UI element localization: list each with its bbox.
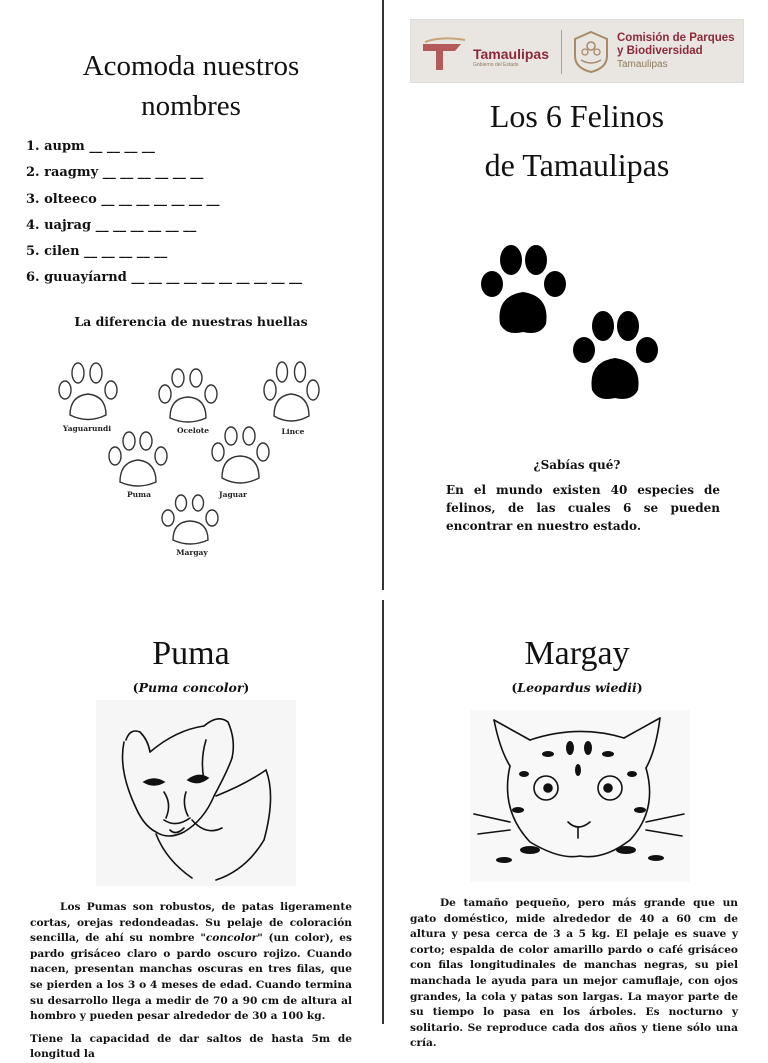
cover-title-line2: de Tamaulipas [484, 147, 670, 183]
activity-panel [0, 0, 382, 590]
margay-description [410, 896, 738, 1052]
scramble-item: 5. cilen __ __ __ __ __ [26, 244, 168, 260]
paw-print-icon-margay [160, 494, 222, 548]
puma-description [30, 900, 352, 1063]
puma-text-em: "concolor" [200, 932, 263, 945]
prints-title: La diferencia de nuestras huellas [74, 314, 308, 329]
scramble-item: 6. guuayíarnd __ __ __ __ __ __ __ __ __ __ [26, 270, 303, 286]
paw-label: Puma [127, 490, 151, 499]
puma-head-sketch [96, 700, 296, 886]
paren-close: ) [243, 680, 250, 695]
commission-subtitle: Tamaulipas [617, 59, 668, 70]
logo-separator [561, 30, 562, 74]
biodiversity-seal-icon [571, 30, 611, 74]
puma-paragraph-2: Tiene la capacidad de dar saltos de hasta 5m de longitud la [30, 1032, 352, 1061]
commission-line1: Comisión de Parques [617, 32, 735, 44]
paw-label: Margay [176, 548, 208, 557]
scientific-name [386, 680, 768, 695]
paren-close: ) [636, 680, 643, 695]
paw-print-icon-lince [262, 360, 322, 426]
logo-banner [410, 19, 744, 83]
margay-paragraph-1: De tamaño pequeño, pero más grande que un gato doméstico, mide alrededor de 40 a 60 cm de altura y pesa cerca de 3 a 5 kg. El pelaje es suave y corto; espalda de color amarillo pardo o café grisáceo con filas longitudinales de manchas negras, su piel manchada le ayuda para un mejor camuflaje, con ojos grandes, la cola y patas son largas. La mayor parte de su tiempo lo pasa en los árboles. Es nocturno y solitario. Se reproduce cada dos años y tiene sólo una cría. [410, 897, 738, 1050]
scramble-item: 3. olteeco __ __ __ __ __ __ __ [26, 191, 220, 207]
paw-print-icon-jaguar [210, 424, 272, 488]
paw-print-icon-yaguarundi [56, 360, 122, 424]
tamaulipas-wordmark: Tamaulipas [473, 46, 549, 62]
commission-line2: y Biodiversidad [617, 45, 703, 57]
margay-head-sketch [470, 710, 690, 882]
vertical-divider-top [382, 0, 384, 590]
commission-name [617, 32, 735, 58]
cover-title-line1: Los 6 Felinos [489, 98, 665, 134]
paw-label: Jaguar [219, 490, 247, 499]
paw-print-icon [480, 244, 566, 336]
tamaulipas-subtitle: Gobierno del Estado [473, 62, 519, 68]
puma-panel [0, 600, 382, 1061]
paren-open: ( [511, 680, 518, 695]
paw-print-icon-ocelote [156, 366, 222, 426]
scramble-item: 1. aupm __ __ __ __ [26, 139, 155, 154]
animal-name: Puma [152, 635, 230, 672]
tamaulipas-logo-icon [421, 34, 471, 74]
paw-print-icon-puma [106, 430, 172, 490]
did-you-know-heading: ¿Sabías qué? [533, 458, 621, 472]
paw-label: Yaguarundi [62, 424, 112, 433]
margay-panel [386, 600, 768, 1050]
activity-title-line2: nombres [141, 90, 241, 122]
activity-title-line1: Acomoda nuestros [82, 50, 300, 82]
paw-label: Ocelote [177, 426, 209, 435]
puma-text-a: Los Pumas son robustos, de patas ligeramente cortas, orejas redondeadas. Su pelaje de coloración sencilla, de ahí su nombre [30, 901, 352, 945]
paw-label: Lince [281, 427, 305, 436]
scramble-item: 4. uajrag __ __ __ __ __ __ [26, 217, 197, 233]
cover-panel [386, 0, 768, 598]
paren-open: ( [132, 680, 139, 695]
scientific-name [0, 680, 382, 695]
scientific-name-text: Leopardus wiedii [517, 680, 637, 695]
paw-print-icon [572, 310, 658, 402]
scientific-name-text: Puma concolor [138, 680, 244, 695]
scramble-list [26, 134, 302, 292]
animal-name: Margay [524, 635, 630, 672]
puma-paragraph-1 [30, 900, 352, 1025]
scramble-item: 2. raagmy __ __ __ __ __ __ [26, 165, 204, 181]
vertical-divider-bottom [382, 600, 384, 1024]
did-you-know-text: En el mundo existen 40 especies de felinos, de las cuales 6 se pueden encontrar en nuestro estado. [446, 483, 720, 533]
puma-text-b: (un color), es pardo grisáceo claro o pardo oscuro rojizo. Cuando nacen, presentan manchas oscuras en tres filas, que se pierden a los 3 o 4 meses de edad. Cuando termina su desarrollo llega a medir de 70 a 90 cm de altura al hombro y pueden pesar alrededor de 30 a 100 kg. [30, 932, 352, 1023]
